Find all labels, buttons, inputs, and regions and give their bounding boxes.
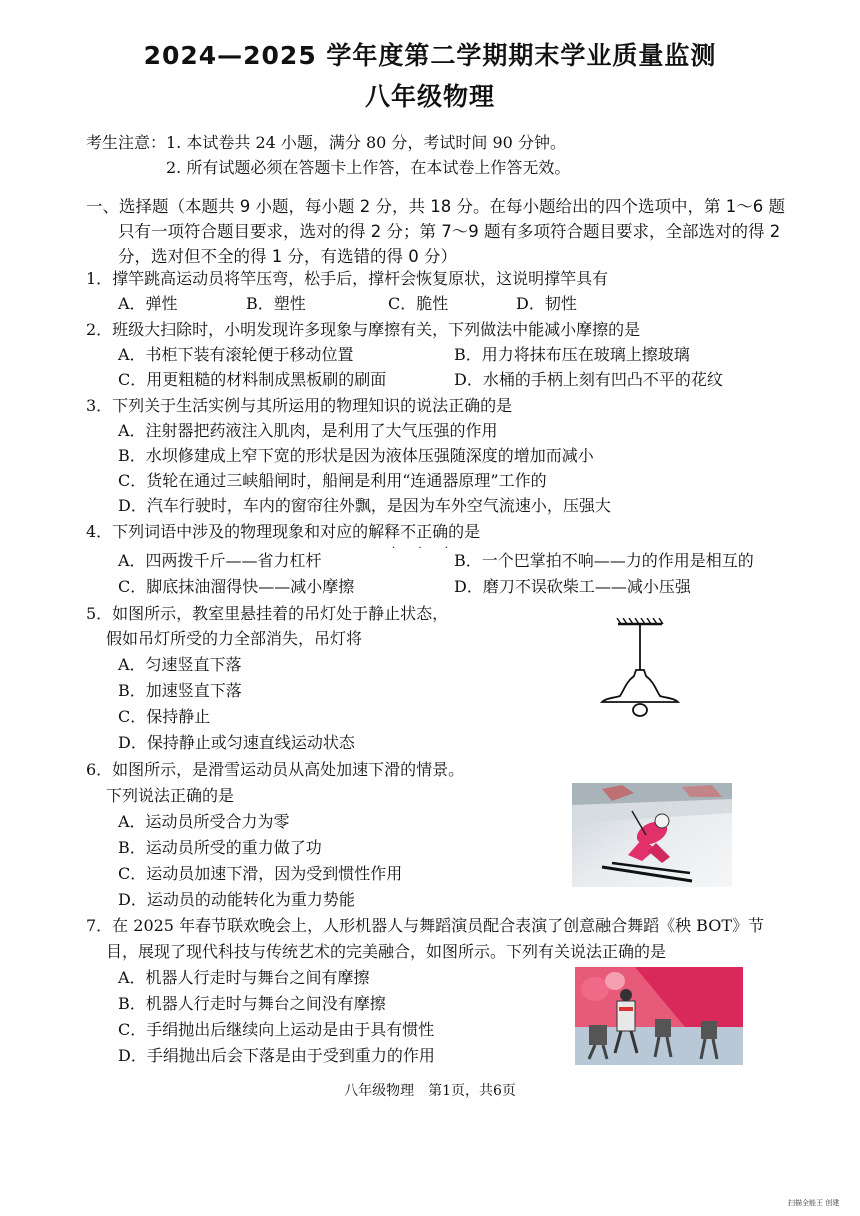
exam-subtitle: 八年级物理 <box>364 82 495 111</box>
q3-stem: 3．下列关于生活实例与其所运用的物理知识的说法正确的是 <box>86 396 513 415</box>
section-heading-line-1: 一、选择题（本题共 9 小题，每小题 2 分，共 18 分。在每小题给出的四个选项中，第 1～6 题 <box>86 197 785 216</box>
q5-option-b: B．加速竖直下落 <box>118 681 242 700</box>
q7-option-d: D．手绢抛出后会下落是由于受到重力的作用 <box>118 1046 435 1065</box>
q3-option-b: B．水坝修建成上窄下宽的形状是因为液体压强随深度的增加而减小 <box>118 446 594 465</box>
q3-option-d: D．汽车行驶时，车内的窗帘往外飘，是因为车外空气流速小，压强大 <box>118 496 611 515</box>
q1-stem: 1．撑竿跳高运动员将竿压弯，松手后，撑杆会恢复原状，这说明撑竿具有 <box>86 269 609 288</box>
q1-option-a: A．弹性 <box>118 294 178 313</box>
q4-option-a: A．四两拨千斤——省力杠杆 <box>118 551 322 570</box>
q1-option-b: B．塑性 <box>246 294 306 313</box>
q4-stem: 4．下列词语中涉及的物理现象和对应的解释不正确的是 <box>86 522 481 541</box>
q6-option-b: B．运动员所受的重力做了功 <box>118 838 322 857</box>
q4-option-c: C．脚底抹油溜得快——减小摩擦 <box>118 577 355 596</box>
scanner-watermark: 扫描全能王 创建 <box>788 1199 840 1207</box>
q4-option-b: B．一个巴掌拍不响——力的作用是相互的 <box>454 551 754 570</box>
q2-stem: 2．班级大扫除时，小明发现许多现象与摩擦有关，下列做法中能减小摩擦的是 <box>86 320 641 339</box>
q6-stem-line-1: 6．如图所示，是滑雪运动员从高处加速下滑的情景。 <box>86 760 465 779</box>
q5-option-d: D．保持静止或匀速直线运动状态 <box>118 733 355 752</box>
q2-option-b: B．用力将抹布压在玻璃上擦玻璃 <box>454 345 690 364</box>
q5-option-a: A．匀速竖直下落 <box>118 655 242 674</box>
q7-stem-line-1: 7．在 2025 年春节联欢晚会上，人形机器人与舞蹈演员配合表演了创意融合舞蹈《秧 BOT》节 <box>86 916 765 935</box>
q6-option-d: D．运动员的动能转化为重力势能 <box>118 890 355 909</box>
q5-option-c: C．保持静止 <box>118 707 211 726</box>
page-footer: 八年级物理 第1页，共6页 <box>344 1083 516 1099</box>
skier-photo <box>572 783 732 887</box>
section-heading-line-3: 分，选对但不全的得 1 分，有选错的得 0 分） <box>118 247 457 266</box>
q6-stem-line-2: 下列说法正确的是 <box>106 786 235 805</box>
q2-option-c: C．用更粗糙的材料制成黑板刷的刷面 <box>118 370 387 389</box>
q4-option-d: D．磨刀不误砍柴工——减小压强 <box>454 577 691 596</box>
q2-option-d: D．水桶的手柄上刻有凹凸不平的花纹 <box>454 370 723 389</box>
q1-option-d: D．韧性 <box>516 294 577 313</box>
pendant-lamp-icon <box>596 618 686 722</box>
section-heading-line-2: 只有一项符合题目要求，选对的得 2 分；第 7～9 题有多项符合题目要求，全部选对的得 2 <box>118 222 781 241</box>
exam-title: 2024—2025 学年度第二学期期末学业质量监测 <box>143 41 717 70</box>
q7-stem-line-2: 目，展现了现代科技与传统艺术的完美融合，如图所示。下列有关说法正确的是 <box>106 942 667 961</box>
q1-option-c: C．脆性 <box>388 294 449 313</box>
notice-item-1: 1. 本试卷共 24 小题，满分 80 分，考试时间 90 分钟。 <box>166 133 566 152</box>
q5-stem-line-1: 5．如图所示，教室里悬挂着的吊灯处于静止状态， <box>86 604 449 623</box>
q3-option-c: C．货轮在通过三峡船闸时，船闸是利用“连通器原理”工作的 <box>118 471 547 490</box>
notice-item-2: 2. 所有试题必须在答题卡上作答，在本试卷上作答无效。 <box>166 158 571 177</box>
q6-option-a: A．运动员所受合力为零 <box>118 812 290 831</box>
q7-option-a: A．机器人行走时与舞台之间有摩擦 <box>118 968 370 987</box>
q3-option-a: A．注射器把药液注入肌肉，是利用了大气压强的作用 <box>118 421 498 440</box>
robot-dance-photo <box>575 967 743 1065</box>
q7-option-b: B．机器人行走时与舞台之间没有摩擦 <box>118 994 386 1013</box>
q4-emphasis-dots: · · · <box>392 543 458 554</box>
q6-option-c: C．运动员加速下滑，因为受到惯性作用 <box>118 864 403 883</box>
q5-stem-line-2: 假如吊灯所受的力全部消失，吊灯将 <box>106 629 363 648</box>
notice-label: 考生注意： <box>86 133 167 152</box>
q7-option-c: C．手绢抛出后继续向上运动是由于具有惯性 <box>118 1020 435 1039</box>
q2-option-a: A．书柜下装有滚轮便于移动位置 <box>118 345 354 364</box>
